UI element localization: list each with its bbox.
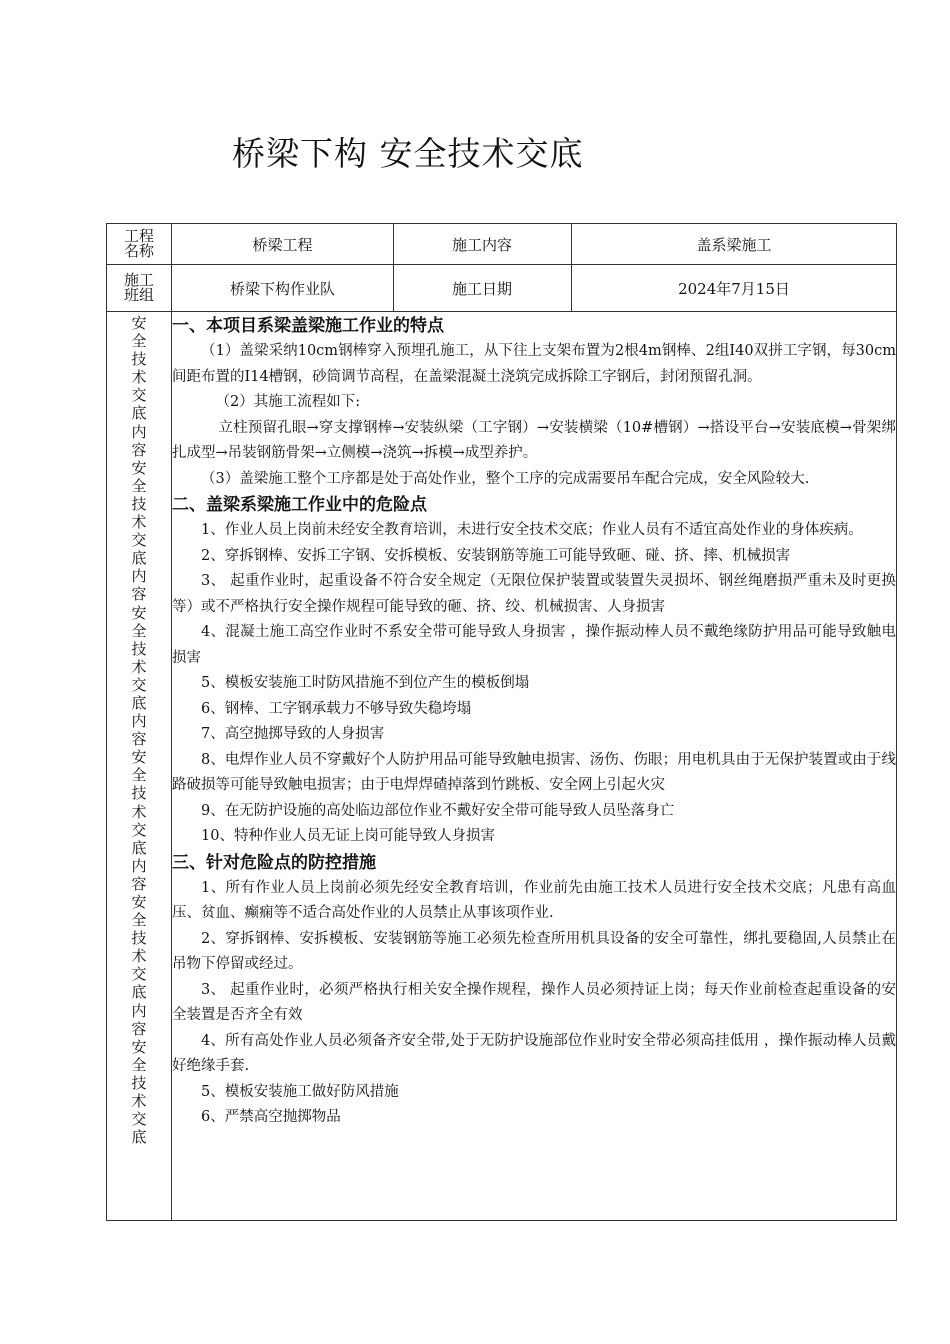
project-name-value: 桥梁工程 (172, 224, 394, 265)
content-cell (172, 312, 897, 1221)
hazard-item: 7、高空抛掷导致的人身损害 (201, 726, 385, 742)
hazard-item: 1、作业人员上岗前未经安全教育培训，未进行安全技术交底；作业人员有不适宜高处作业的身体疾病。 (201, 522, 863, 538)
section-1-flow: 立柱预留孔眼→穿支撑钢棒→安装纵梁（工字钢）→安装横梁（10#槽钢）→搭设平台→安装底模→骨架绑扎成型→吊装钢筋骨架→立侧模→浇筑→拆模→成型养护。 (172, 419, 896, 461)
document-title: 桥梁下构 安全技术交底 (232, 134, 584, 173)
measure-item: 3、 起重作业时，必须严格执行相关安全操作规程，操作人员必须持证上岗；每天作业前检查起重设备的安全装置是否齐全有效 (172, 981, 896, 1023)
hazard-item: 9、在无防护设施的高处临边部位作业不戴好安全带可能导致人员坠落身亡 (201, 802, 675, 819)
disclosure-table (106, 223, 897, 1221)
measure-item: 1、所有作业人员上岗前必须先经安全教育培训，作业前先由施工技术人员进行安全技术交底；凡患有高血压、贫血、癫痫等不适合高处作业的人员禁止从事该项作业. (172, 879, 896, 921)
date-value: 2024年7月15日 (572, 265, 897, 312)
section-2-heading: 二、盖梁系梁施工作业中的危险点 (172, 495, 427, 515)
hazard-item: 5、模板安装施工时防风措施不到位产生的模板倒塌 (201, 675, 530, 691)
hazard-item: 8、电焊作业人员不穿戴好个人防护用品可能导致触电损害、汤伤、伤眼；用电机具由于无保护装置或由于线路破损等可能导致触电损害；由于电焊焊碴掉落到竹跳板、安全网上引起火灾 (172, 751, 896, 793)
measure-item: 5、模板安装施工做好防风措施 (201, 1083, 399, 1100)
section-1-paragraph: （3）盖梁施工整个工序都是处于高处作业，整个工序的完成需要吊车配合完成，安全风险较大. (201, 470, 810, 487)
hazard-item: 6、钢棒、工字钢承载力不够导致失稳垮塌 (201, 700, 472, 717)
content-row (107, 312, 897, 1221)
measure-item: 6、严禁高空抛掷物品 (201, 1109, 341, 1125)
header-row-project (107, 224, 897, 265)
hazard-item: 10、特种作业人员无证上岗可能导致人身损害 (201, 828, 495, 844)
team-value: 桥梁下构作业队 (172, 265, 394, 312)
side-label-cell (107, 312, 172, 1221)
section-3-heading: 三、针对危险点的防控措施 (172, 852, 376, 873)
section-1-paragraph: （2）其施工流程如下: (215, 394, 361, 410)
section-1-heading: 一、本项目系梁盖梁施工作业的特点 (172, 316, 444, 336)
measure-item: 2、穿拆钢棒、安拆模板、安装钢筋等施工必须先检查所用机具设备的安全可靠性，绑扎要稳固,人员禁止在吊物下停留或经过。 (172, 930, 896, 972)
vertical-side-label: 安全技术交底内容安全技术交底内容安全技术交底内容安全技术交底内容安全技术交底内容安全技术交底 (131, 314, 147, 1147)
measure-item: 4、所有高处作业人员必须备齐安全带,处于无防护设施部位作业时安全带必须高挂低用 ，操作振动棒人员戴好绝缘手套. (172, 1032, 896, 1074)
hazard-item: 3、 起重作业时，起重设备不符合安全规定（无限位保护装置或装置失灵损坏、钢丝绳磨损严重未及时更换等）或不严格执行安全操作规程可能导致的砸、挤、绞、机械损害、人身损害 (172, 573, 896, 615)
date-label: 施工日期 (394, 265, 572, 312)
hazard-item: 2、穿拆钢棒、安拆工字钢、安拆模板、安装钢筋等施工可能导致砸、碰、挤、摔、机械损害 (201, 547, 791, 564)
content-label: 施工内容 (394, 224, 572, 265)
team-label: 施工班组 (107, 265, 172, 312)
section-1-paragraph: （1）盖梁采纳10cm钢棒穿入预埋孔施工，从下往上支架布置为2根4m钢棒、2组I40双拼工字钢，每30cm间距布置的I14槽钢，砂筒调节高程，在盖梁混凝土浇筑完成拆除工字钢后，封闭预留孔洞。 (172, 343, 896, 385)
hazard-item: 4、混凝土施工高空作业时不系安全带可能导致人身损害 ，操作振动棒人员不戴绝缘防护用品可能导致触电损害 (172, 624, 896, 666)
project-name-label: 工程名称 (107, 224, 172, 265)
content-value: 盖系梁施工 (572, 224, 897, 265)
header-row-team (107, 265, 897, 312)
